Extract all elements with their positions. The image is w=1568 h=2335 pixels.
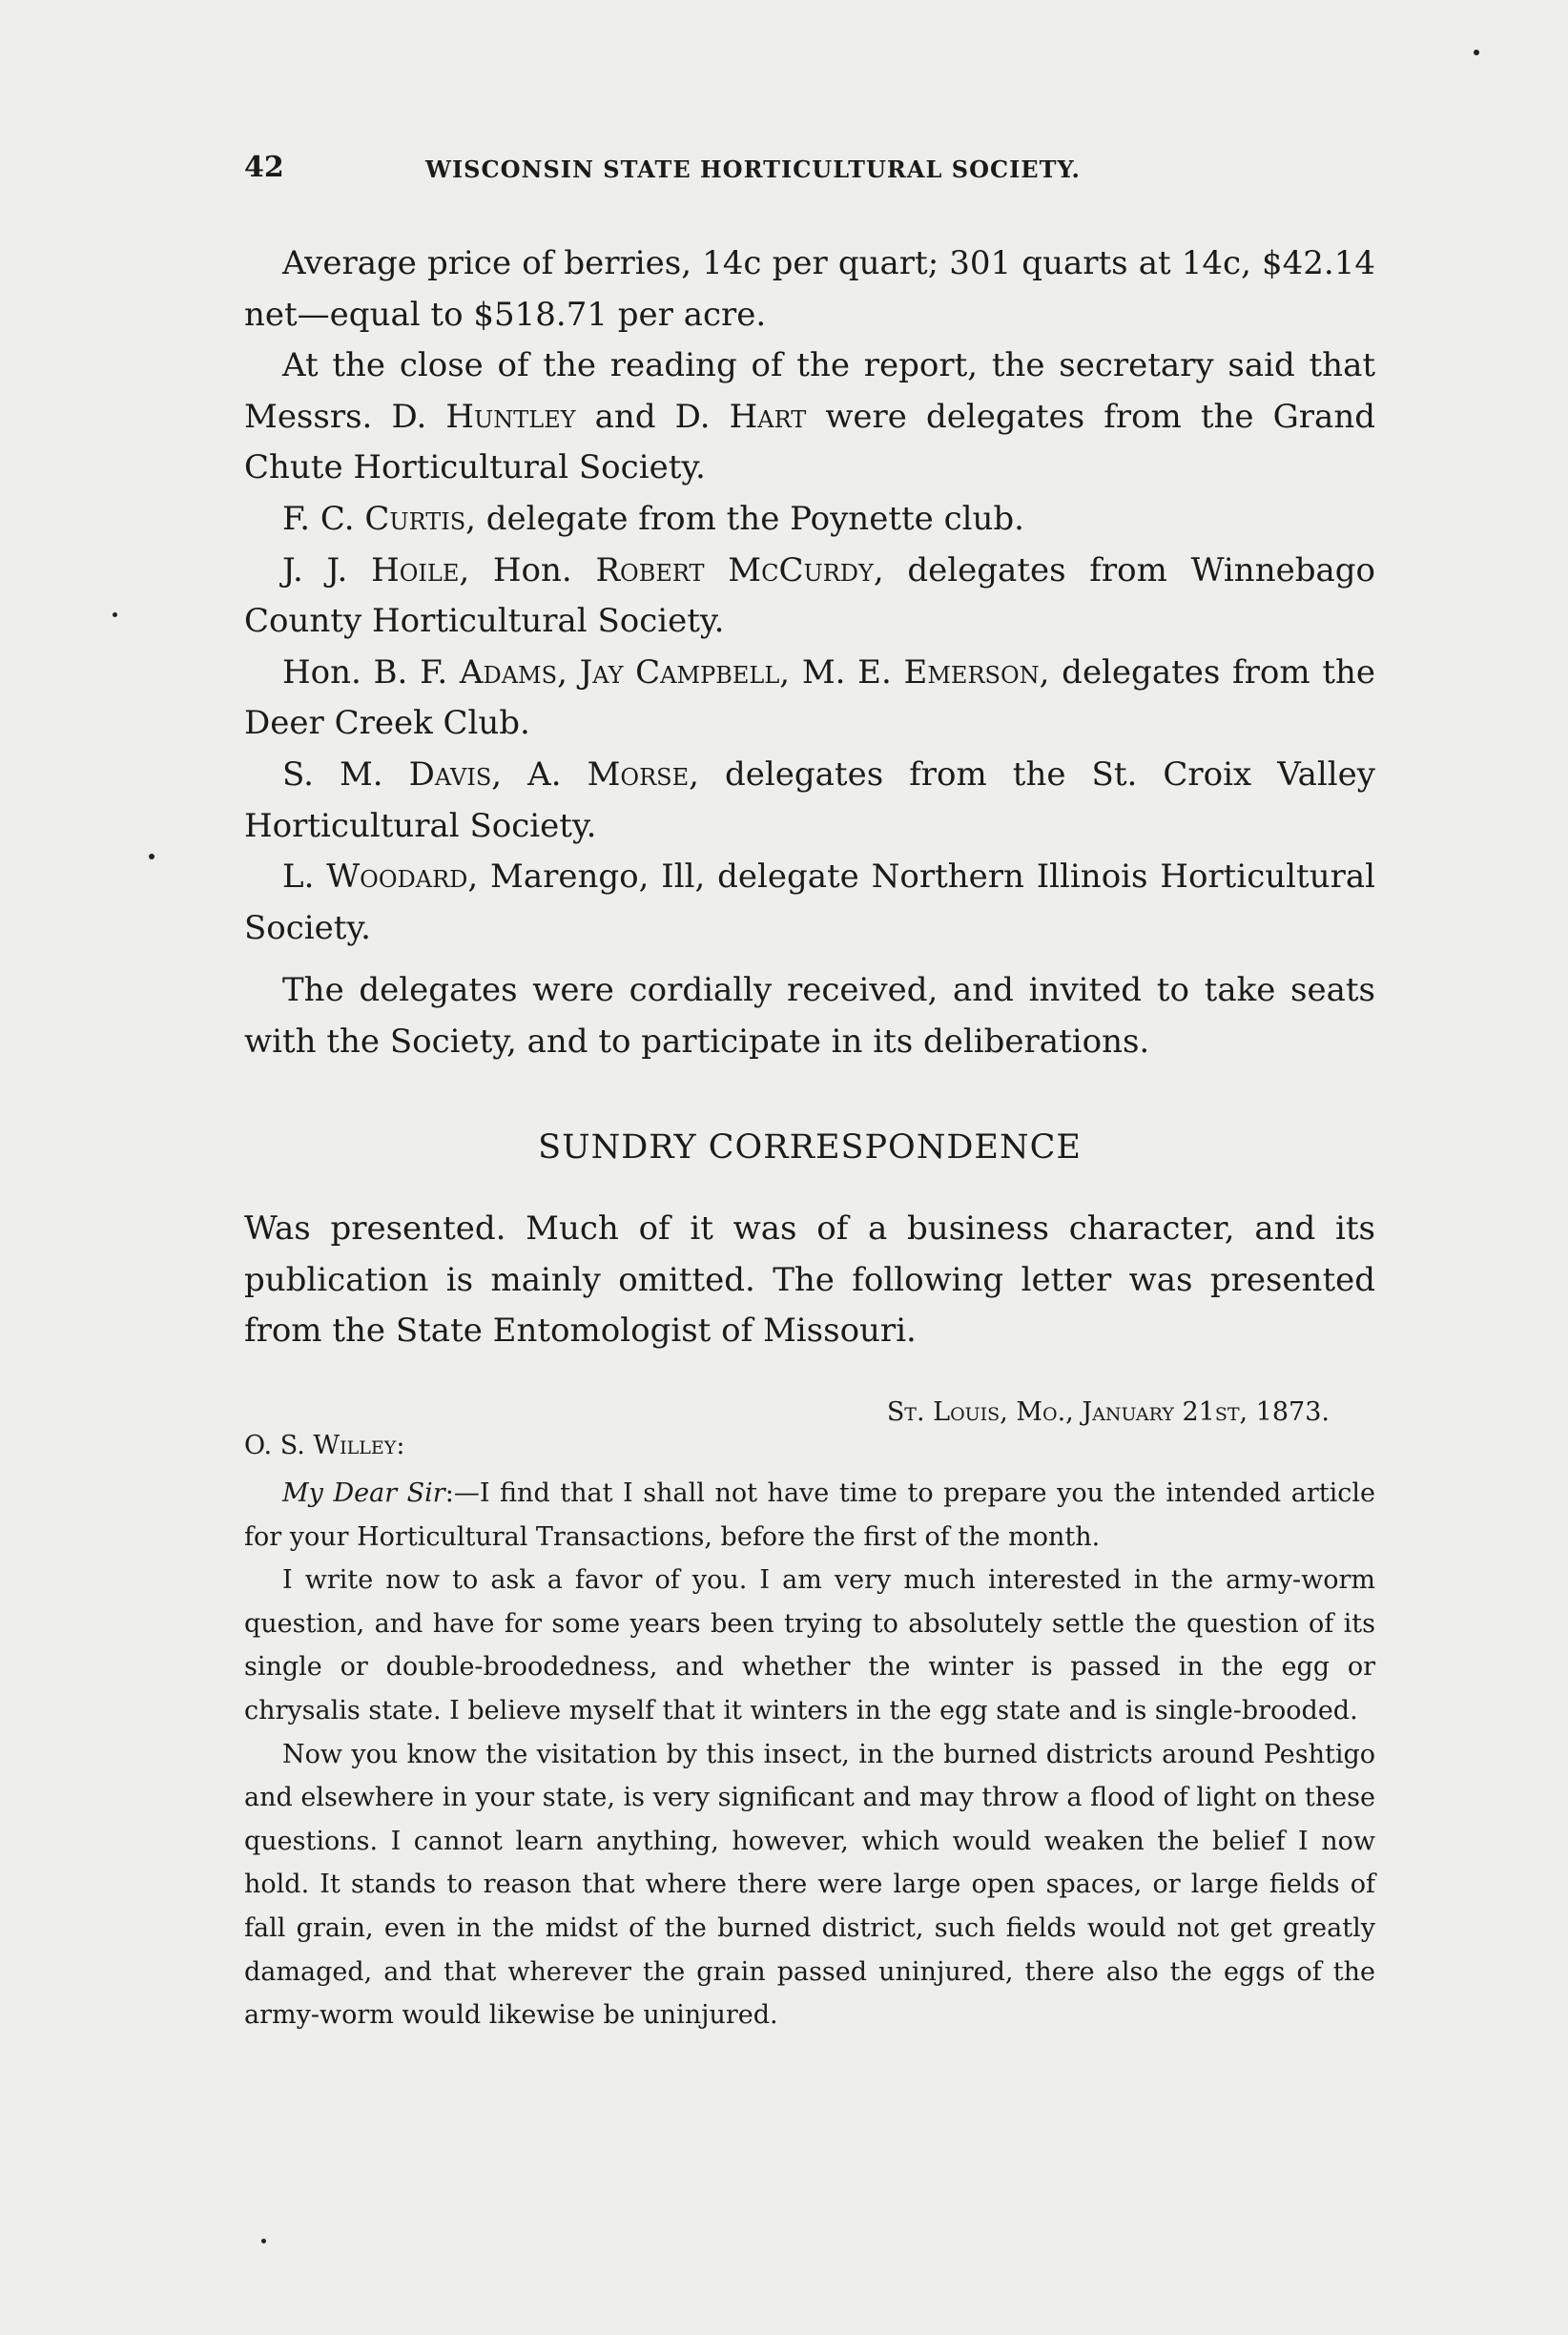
hoile-text-mid: , Hon. [459, 550, 596, 589]
berries-price-paragraph: Average price of berries, 14c per quart; 301 quarts at 14c, $42.14 net—equal to $518.71 per acre. [244, 244, 1375, 334]
name-morse: Morse [587, 754, 690, 794]
conjunction-and: and [575, 397, 675, 436]
section-intro-paragraph: Was presented. Much of it was of a business character, and its publication is mainly omitted. The following letter was presented from the State Entomologist of Missouri. [244, 1209, 1375, 1350]
letter-salutation: O. S. Willey: [244, 1431, 405, 1460]
name-woodard: Woodard [326, 858, 468, 897]
letter-paragraph-2: I write now to ask a favor of you. I am very much interested in the army-worm question, and have for some years been trying to absolutely settle the question of its single or double-broodedness, and whether the winter is passed in the egg or chrysalis state. I believe myself that it winters in the egg state and is single-brooded. [244, 1565, 1375, 1725]
name-davis: Davis [408, 754, 492, 794]
woodard-paragraph [244, 852, 1375, 954]
hoile-paragraph [244, 546, 1375, 648]
curtis-text: , delegate from the Poynette club. [465, 499, 1024, 538]
adams-paragraph [244, 648, 1375, 750]
secretary-paragraph [244, 341, 1375, 494]
page-header [244, 151, 1375, 189]
davis-text-post: , delegates from the St. Croix Valley Horticultural Society. [244, 754, 1376, 845]
print-speck [1474, 50, 1479, 55]
separator-1: , [557, 652, 580, 692]
name-mccurdy: Robert McCurdy [595, 550, 874, 589]
name-huntley: D. Huntley [391, 397, 576, 436]
book-page [244, 0, 1375, 2335]
delegates-received-paragraph: The delegates were cordially received, and invited to take seats with the Society, and to participate in its deliberations. [244, 971, 1375, 1061]
page-number: 42 [244, 151, 284, 184]
name-hoile: J. J. Hoile [282, 550, 460, 589]
hoile-text-post: , delegates from Winnebago County Horticultural Society. [244, 550, 1375, 641]
print-speck [149, 854, 155, 859]
davis-text-pre: S. M. [282, 754, 409, 794]
woodard-text-pre: L. [282, 858, 327, 897]
name-hart: D. Hart [674, 397, 807, 436]
separator-2: , M. E. [779, 652, 904, 692]
adams-text-post: , delegates from the Deer Creek Club. [244, 652, 1376, 743]
adams-text-pre: Hon. B. F. [282, 652, 460, 692]
davis-paragraph [244, 750, 1375, 852]
letter-dateline: St. Louis, Mo., January 21st, 1873. [886, 1397, 1330, 1427]
section-heading: SUNDRY CORRESPONDENCE [538, 1128, 1082, 1167]
section-intro [244, 1204, 1375, 1357]
letter-paragraph-1 [244, 1472, 1375, 1559]
davis-text-mid: , A. [491, 754, 588, 794]
curtis-paragraph [244, 494, 1375, 546]
secretary-text-post: were delegates from the Grand Chute Horticultural Society. [244, 397, 1375, 487]
name-campbell: Jay Campbell [579, 652, 780, 692]
running-head: WISCONSIN STATE HORTICULTURAL SOCIETY. [425, 155, 1081, 183]
name-adams: Adams [459, 652, 558, 692]
letter-paragraph-1-text: :—I find that I shall not have time to prepare you the intended article for your Horticultural Transactions, before the first of the month. [244, 1478, 1375, 1552]
letter-greeting: My Dear Sir [282, 1478, 445, 1508]
print-speck [113, 612, 117, 617]
name-emerson: Emerson [903, 652, 1040, 692]
woodard-text-post: , Marengo, Ill, delegate Northern Illinois Horticultural Society. [244, 858, 1375, 947]
report-text [244, 238, 1375, 1068]
letter-body [244, 1472, 1375, 2037]
letter-paragraph-3: Now you know the visitation by this insect, in the burned districts around Peshtigo and elsewhere in your state, is very significant and may throw a flood of light on these questions. I cannot learn anything, however, which would weaken the belief I now hold. It stands to reason that where there were large open spaces, or large fields of fall grain, even in the midst of the burned district, such fields would not get greatly damaged, and that wherever the grain passed uninjured, there also the eggs of the army-worm would likewise be uninjured. [244, 1739, 1375, 2031]
secretary-text-pre: At the close of the reading of the report, the secretary said that Messrs. [244, 346, 1375, 436]
name-curtis: F. C. Curtis [282, 499, 466, 538]
